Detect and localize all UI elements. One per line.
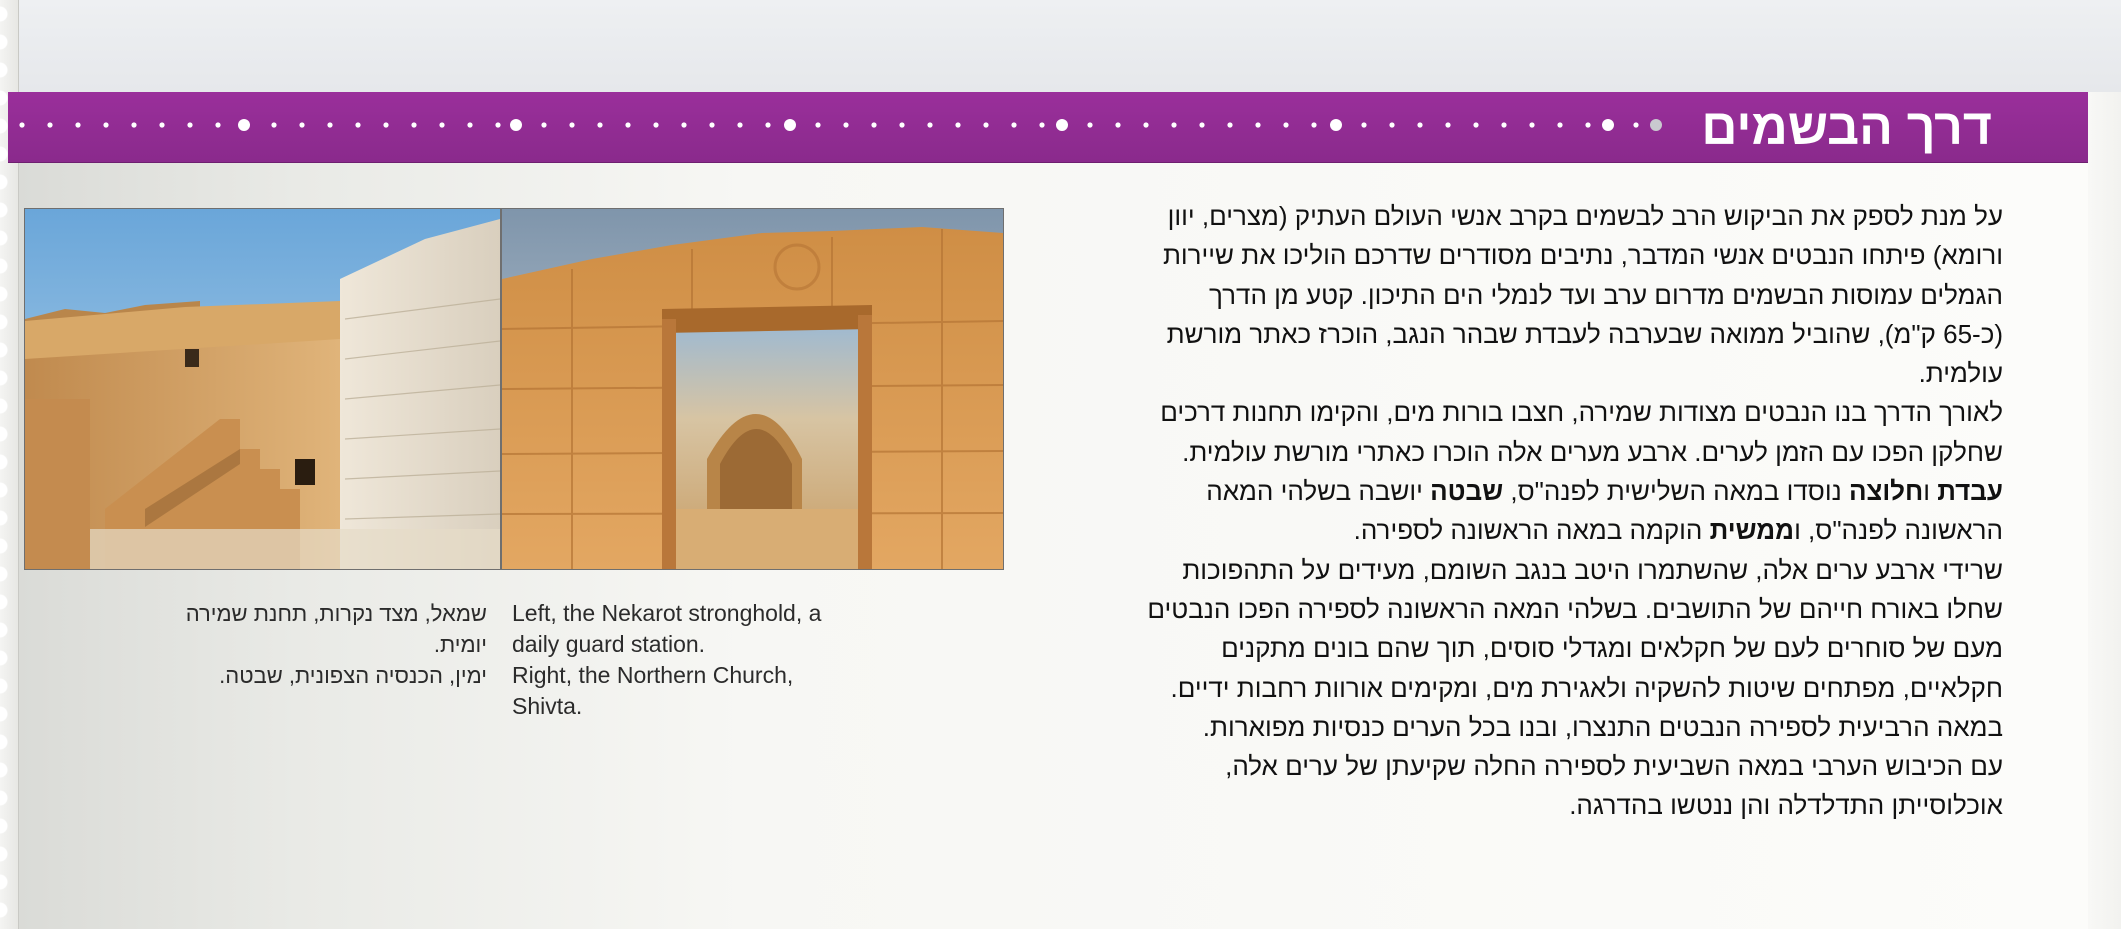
body-line: ורומא) פיתחו הנבטים אנשי המדבר, נתיבים מסודרים שדרכם הוליכו את שיירות	[1162, 240, 2003, 271]
body-line-with-city-names	[1043, 511, 2003, 550]
body-line: שחלקן הפכו עם הזמן לערים. ארבע מערים אלה הוכרו כאתרי מורשת עולמית.	[1182, 436, 2003, 467]
caption-english-line: Right, the Northern Church,	[512, 662, 794, 688]
body-text-fragment: יושבה בשלהי המאה	[1206, 476, 1431, 507]
caption-hebrew	[67, 598, 487, 691]
body-text-fragment: הוקמה במאה הראשונה לספירה.	[1353, 515, 1710, 546]
body-line: הגמלים עמוסות הבשמים מדרום ערב ועד לנמלי הים התיכון. קטע מן הדרך	[1209, 279, 2003, 310]
body-line-with-city-names	[1043, 472, 2003, 511]
body-text-fragment: הראשונה לפנה"ס, ו	[1794, 515, 2003, 546]
body-line: אוכלוסייתן התדלדלה והן ננטשו בהדרגה.	[1569, 790, 2003, 821]
city-name-mamshit: ממשית	[1709, 515, 1795, 546]
body-line: עם הכיבוש הערבי במאה השביעית לספירה החלה שקיעתן של ערים אלה,	[1225, 751, 2003, 782]
caption-english-line: Shivta.	[512, 693, 583, 719]
city-name-shivta: שבטה	[1430, 476, 1504, 507]
caption-hebrew-line: ימין, הכנסיה הצפונית, שבטה.	[219, 663, 487, 688]
photo-strip	[24, 208, 1004, 570]
title-band	[8, 92, 2088, 162]
body-text-fragment: ו	[1923, 476, 1938, 507]
article-body	[1043, 197, 2003, 826]
caption-hebrew-line: יומית.	[433, 632, 487, 657]
caption-english-line: daily guard station.	[512, 631, 706, 657]
body-line: על מנת לספק את הביקוש הרב לבשמים בקרב אנשי העולם העתיק (מצרים, יוון	[1167, 201, 2003, 231]
city-name-halutza: חלוצה	[1848, 476, 1924, 507]
nekarot-stronghold-image	[25, 209, 500, 569]
right-margin	[2088, 92, 2121, 929]
page-title: דרך הבשמים	[1701, 99, 1992, 155]
body-line: שחלו באורח חייהם של התושבים. בשלהי המאה הראשונה לספירה הפכו הנבטים	[1147, 593, 2003, 624]
body-line: עולמית.	[1918, 358, 2003, 389]
city-name-avdat: עבדת	[1937, 476, 2003, 507]
dotted-line-decoration	[8, 92, 1668, 162]
body-line: חקלאיים, מפתחים שיטות להשקיה ולאגירת מים, ומקימים אורוות רחבות ידיים.	[1170, 672, 2003, 703]
nekarot-stronghold-photo	[25, 209, 500, 569]
caption-english	[512, 598, 892, 722]
body-line: מעם של סוחרים לעם של חקלאים ומגדלי סוסים, תוך שהם בונים מתקנים	[1221, 633, 2003, 664]
northern-church-image	[502, 209, 1003, 569]
body-line: שרידי ארבע ערים אלה, שהשתמרו היטב בנגב השומם, מעידים על התהפוכות	[1182, 554, 2003, 585]
top-strip	[0, 0, 2121, 92]
body-line: לאורך הדרך בנו הנבטים מצודות שמירה, חצבו בורות מים, והקימו תחנות דרכים	[1160, 397, 2003, 428]
body-line: במאה הרביעית לספירה הנבטים התנצרו, ובנו בכל הערים כנסיות מפוארות.	[1202, 711, 2003, 742]
body-text-fragment: נוסדו במאה השלישית לפנה"ס,	[1503, 476, 1849, 507]
caption-hebrew-line: שמאל, מצד נקרות, תחנת שמירה	[185, 601, 487, 626]
northern-church-photo	[502, 209, 1003, 569]
caption-english-line: Left, the Nekarot stronghold, a	[512, 600, 822, 626]
body-line: (כ-65 ק"מ), שהוביל ממואה שבערבה לעבדת שבהר הנגב, הוכרז כאתר מורשת	[1166, 318, 2003, 349]
